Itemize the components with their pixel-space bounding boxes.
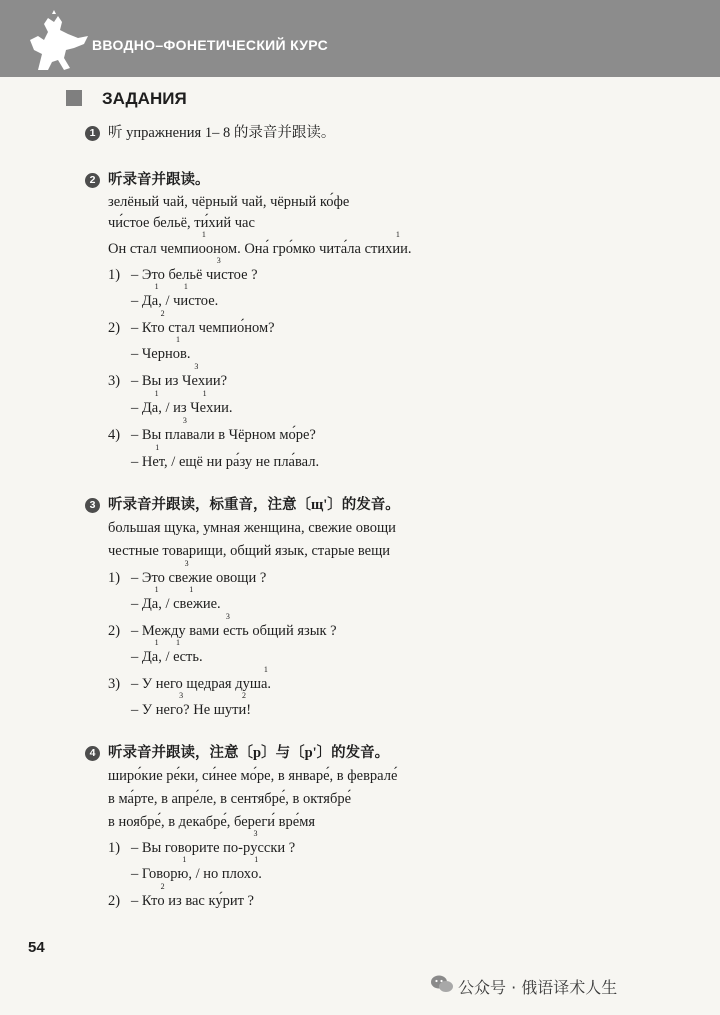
chapter-title: ВВОДНО–ФОНЕТИЧЕСКИЙ КУРС [92, 37, 328, 53]
task-3-phrases-1: большая щука, умная женщина, свежие овощи [108, 520, 396, 536]
knight-logo-icon [18, 10, 92, 74]
ex-2-3-question: – Вы из Ч 3 ехии? [131, 362, 228, 389]
task-3-number: 3 [85, 498, 100, 513]
ex-2-2-num: 2) [108, 320, 121, 336]
ex-4-1-num: 1) [108, 840, 121, 856]
ex-4-2-num: 2) [108, 893, 121, 909]
task-2-phrases-2: чи́стое бельё, ти́хий час [108, 215, 255, 231]
task-2-phrases-1: зелёный чай, чёрный чай, чёрный ко́фе [108, 194, 350, 210]
ex-3-3-question: – У него щедрая душ 1 а. [131, 665, 272, 692]
ex-4-1-question: – Вы говорите по-р 3 усски ? [131, 829, 296, 856]
watermark-text: 公众号 · 俄语译术人生 [458, 978, 618, 997]
watermark [458, 975, 617, 998]
task-1-number: 1 [85, 126, 100, 141]
wechat-icon [430, 974, 454, 994]
task-4-phrases-3: в ноябре́, в декабре́, береги́ вре́мя [108, 814, 316, 830]
ex-3-3-num: 3) [108, 676, 121, 692]
ex-2-1-question: – Это бельё ч 3 истое ? [131, 256, 258, 283]
ex-2-2-answer: – Черн 1 ов. [131, 335, 191, 362]
ex-2-3-num: 3) [108, 373, 121, 389]
ex-2-1-num: 1) [108, 267, 121, 283]
page-number: 54 [28, 939, 45, 956]
ex-3-1-num: 1) [108, 570, 121, 586]
section-title: ЗАДАНИЯ [102, 89, 187, 108]
ex-4-2-question: – Кт 2 о из вас ку́рит ? [131, 882, 254, 909]
task-1-instruction: 听 упражнения 1– 8 的录音并跟读。 [108, 125, 336, 141]
ex-3-2-num: 2) [108, 623, 121, 639]
ex-3-3-answer: – У нег 3 о? Не шут 2 и! [131, 691, 252, 718]
task-4-number: 4 [85, 746, 100, 761]
ex-3-2-question: – Между вами 3 есть общий язык ? [131, 612, 337, 639]
ex-2-3-answer: – Д 1 а, / из Ч 1 ехии. [131, 389, 233, 416]
ex-2-2-question: – Кт 2 о стал чемпио́ном? [131, 309, 275, 336]
task-4-instruction: 听录音并跟读，注意〔р〕与〔р'〕的发音。 [108, 745, 390, 761]
ex-2-4-num: 4) [108, 427, 121, 443]
task-4-phrases-2: в ма́рте, в апре́ле, в сентябре́, в октябре́ [108, 791, 352, 807]
task-2-number: 2 [85, 173, 100, 188]
ex-4-1-answer: – Говор 1 ю, / но плох 1 о. [131, 855, 262, 882]
task-2-sentence: Он стал чемпи 1 ооном. Она́ гро́мко чита́ла стих 1 ии. [108, 230, 412, 257]
task-4-phrases-1: широ́кие ре́ки, си́нее мо́ре, в январе́, в феврале́ [108, 768, 398, 784]
chapter-header-bar [0, 0, 720, 77]
ex-3-1-question: – Это св 3 ежие овощи ? [131, 559, 267, 586]
ex-3-2-answer: – Д 1 а, / 1 есть. [131, 638, 203, 665]
task-3-phrases-2: честные товарищи, общий язык, старые вещи [108, 543, 391, 559]
ex-2-1-answer: – Д 1 а, / ч 1 истое. [131, 282, 219, 309]
ex-3-1-answer: – Д 1 а, / св 1 ежие. [131, 585, 221, 612]
section-square-icon [66, 90, 82, 106]
ex-2-4-question: – Вы пл 3 авали в Чёрном мо́ре? [131, 416, 316, 443]
task-2-instruction: 听录音并跟读。 [108, 172, 210, 188]
ex-2-4-answer: – Н 1 ет, / ещё ни ра́зу не пла́вал. [131, 443, 320, 470]
task-3-instruction: 听录音并跟读，标重音，注意〔щ'〕的发音。 [108, 497, 400, 513]
